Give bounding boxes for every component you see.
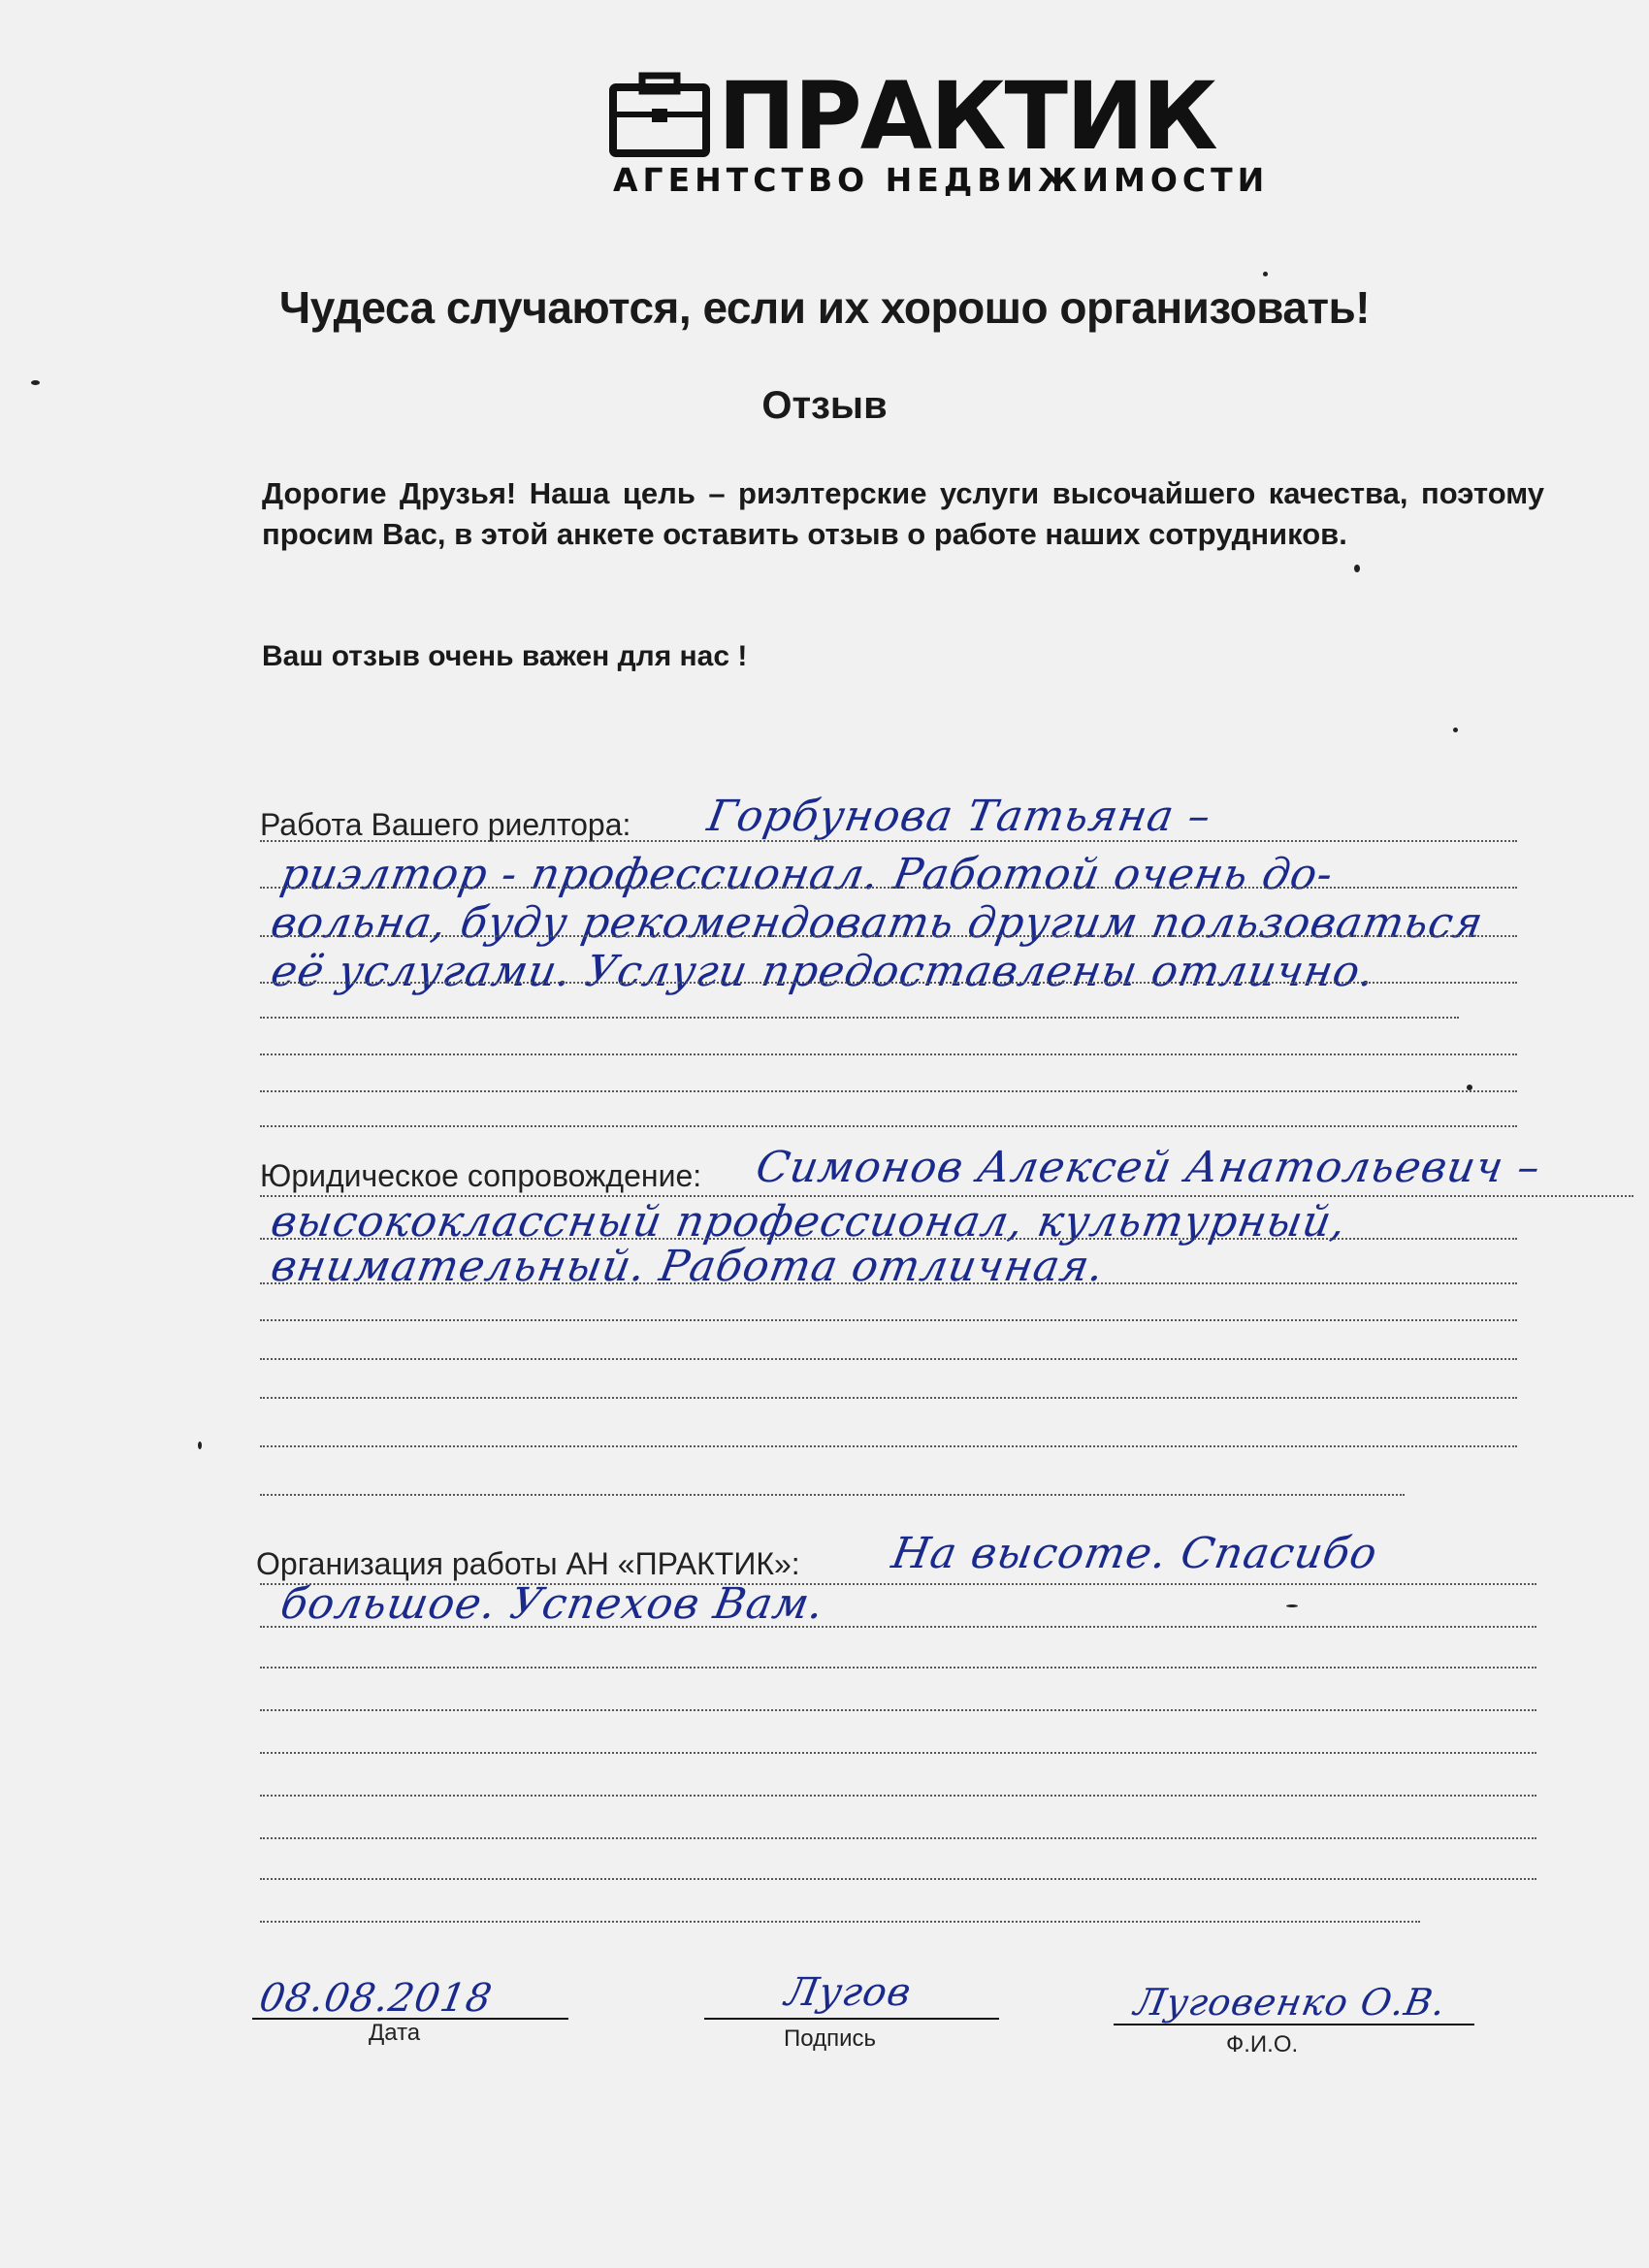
dotted-line xyxy=(260,1583,1536,1585)
dotted-line xyxy=(260,1397,1517,1399)
handwritten-line: большое. Успехов Вам. xyxy=(276,1579,828,1629)
dotted-line xyxy=(260,1090,1517,1092)
dotted-line xyxy=(260,1358,1517,1360)
logo-brand: ПРАКТИК xyxy=(718,62,1216,171)
handwritten-name: Луговенко О.В. xyxy=(1131,1981,1450,2024)
dotted-line xyxy=(260,1667,1536,1669)
importance-note: Ваш отзыв очень важен для нас ! xyxy=(262,640,748,672)
logo-subtitle: АГЕНТСТВО НЕДВИЖИМОСТИ xyxy=(613,161,1270,199)
name-caption: Ф.И.О. xyxy=(1226,2031,1299,2057)
dotted-line xyxy=(260,1445,1517,1447)
dotted-line xyxy=(260,887,1517,889)
handwritten-line: риэлтор - профессионал. Работой очень до- xyxy=(276,850,1338,899)
dotted-line xyxy=(260,1319,1517,1321)
dotted-line xyxy=(260,1752,1536,1754)
dotted-line xyxy=(260,982,1517,984)
dotted-line xyxy=(260,1709,1536,1711)
signature-caption: Подпись xyxy=(784,2025,876,2052)
dotted-line xyxy=(260,935,1517,937)
dotted-line xyxy=(260,1921,1420,1923)
signature-line xyxy=(704,2018,999,2020)
dotted-line xyxy=(260,1878,1536,1880)
dotted-line xyxy=(260,840,1517,842)
handwritten-date: 08.08.2018 xyxy=(255,1976,497,2021)
section-label: Юридическое сопровождение: xyxy=(260,1158,702,1193)
handwritten-line: вольна, буду рекомендовать другим пользоваться xyxy=(267,898,1488,948)
handwritten-signature: Лугов xyxy=(781,1970,916,2015)
slogan: Чудеса случаются, если их хорошо организовать! xyxy=(278,282,1371,333)
scan-speck xyxy=(31,380,40,385)
scan-speck xyxy=(198,1442,202,1449)
scan-speck xyxy=(1354,565,1360,572)
handwritten-line: На высоте. Спасибо xyxy=(888,1529,1382,1578)
scan-speck xyxy=(1263,272,1268,276)
date-caption: Дата xyxy=(369,2020,421,2046)
dotted-line xyxy=(260,1795,1536,1797)
section-label: Организация работы АН «ПРАКТИК»: xyxy=(256,1546,800,1581)
scan-speck xyxy=(1453,728,1458,732)
scan-speck xyxy=(1286,1604,1298,1607)
dotted-line xyxy=(260,1282,1517,1284)
handwritten-line: Горбунова Татьяна – xyxy=(703,792,1215,841)
page-title: Отзыв xyxy=(761,384,888,427)
handwritten-line: её услугами. Услуги предоставлены отлично. xyxy=(267,947,1379,996)
handwritten-line: Симонов Алексей Анатольевич – xyxy=(752,1143,1545,1192)
section-label: Работа Вашего риелтора: xyxy=(260,807,631,842)
dotted-line xyxy=(260,1837,1536,1839)
dotted-line xyxy=(260,1494,1405,1496)
dotted-line xyxy=(260,1017,1459,1019)
dotted-line xyxy=(260,1125,1517,1127)
briefcase-icon xyxy=(609,72,710,157)
dotted-line xyxy=(260,1238,1517,1240)
dotted-line xyxy=(260,1626,1536,1628)
handwritten-line: внимательный. Работа отличная. xyxy=(267,1242,1109,1291)
intro-paragraph: Дорогие Друзья! Наша цель – риэлтерские услуги высочайшего качества, поэтому просим Вас, в этой анкете оставить отзыв о работе наших сотрудников. xyxy=(262,476,1544,551)
dotted-line xyxy=(260,1053,1517,1055)
dotted-line xyxy=(260,1195,1633,1197)
agency-logo xyxy=(603,58,1270,204)
handwritten-line: высококлассный профессионал, культурный, xyxy=(267,1197,1351,1247)
scan-speck xyxy=(1467,1085,1472,1090)
name-line xyxy=(1114,2024,1474,2025)
